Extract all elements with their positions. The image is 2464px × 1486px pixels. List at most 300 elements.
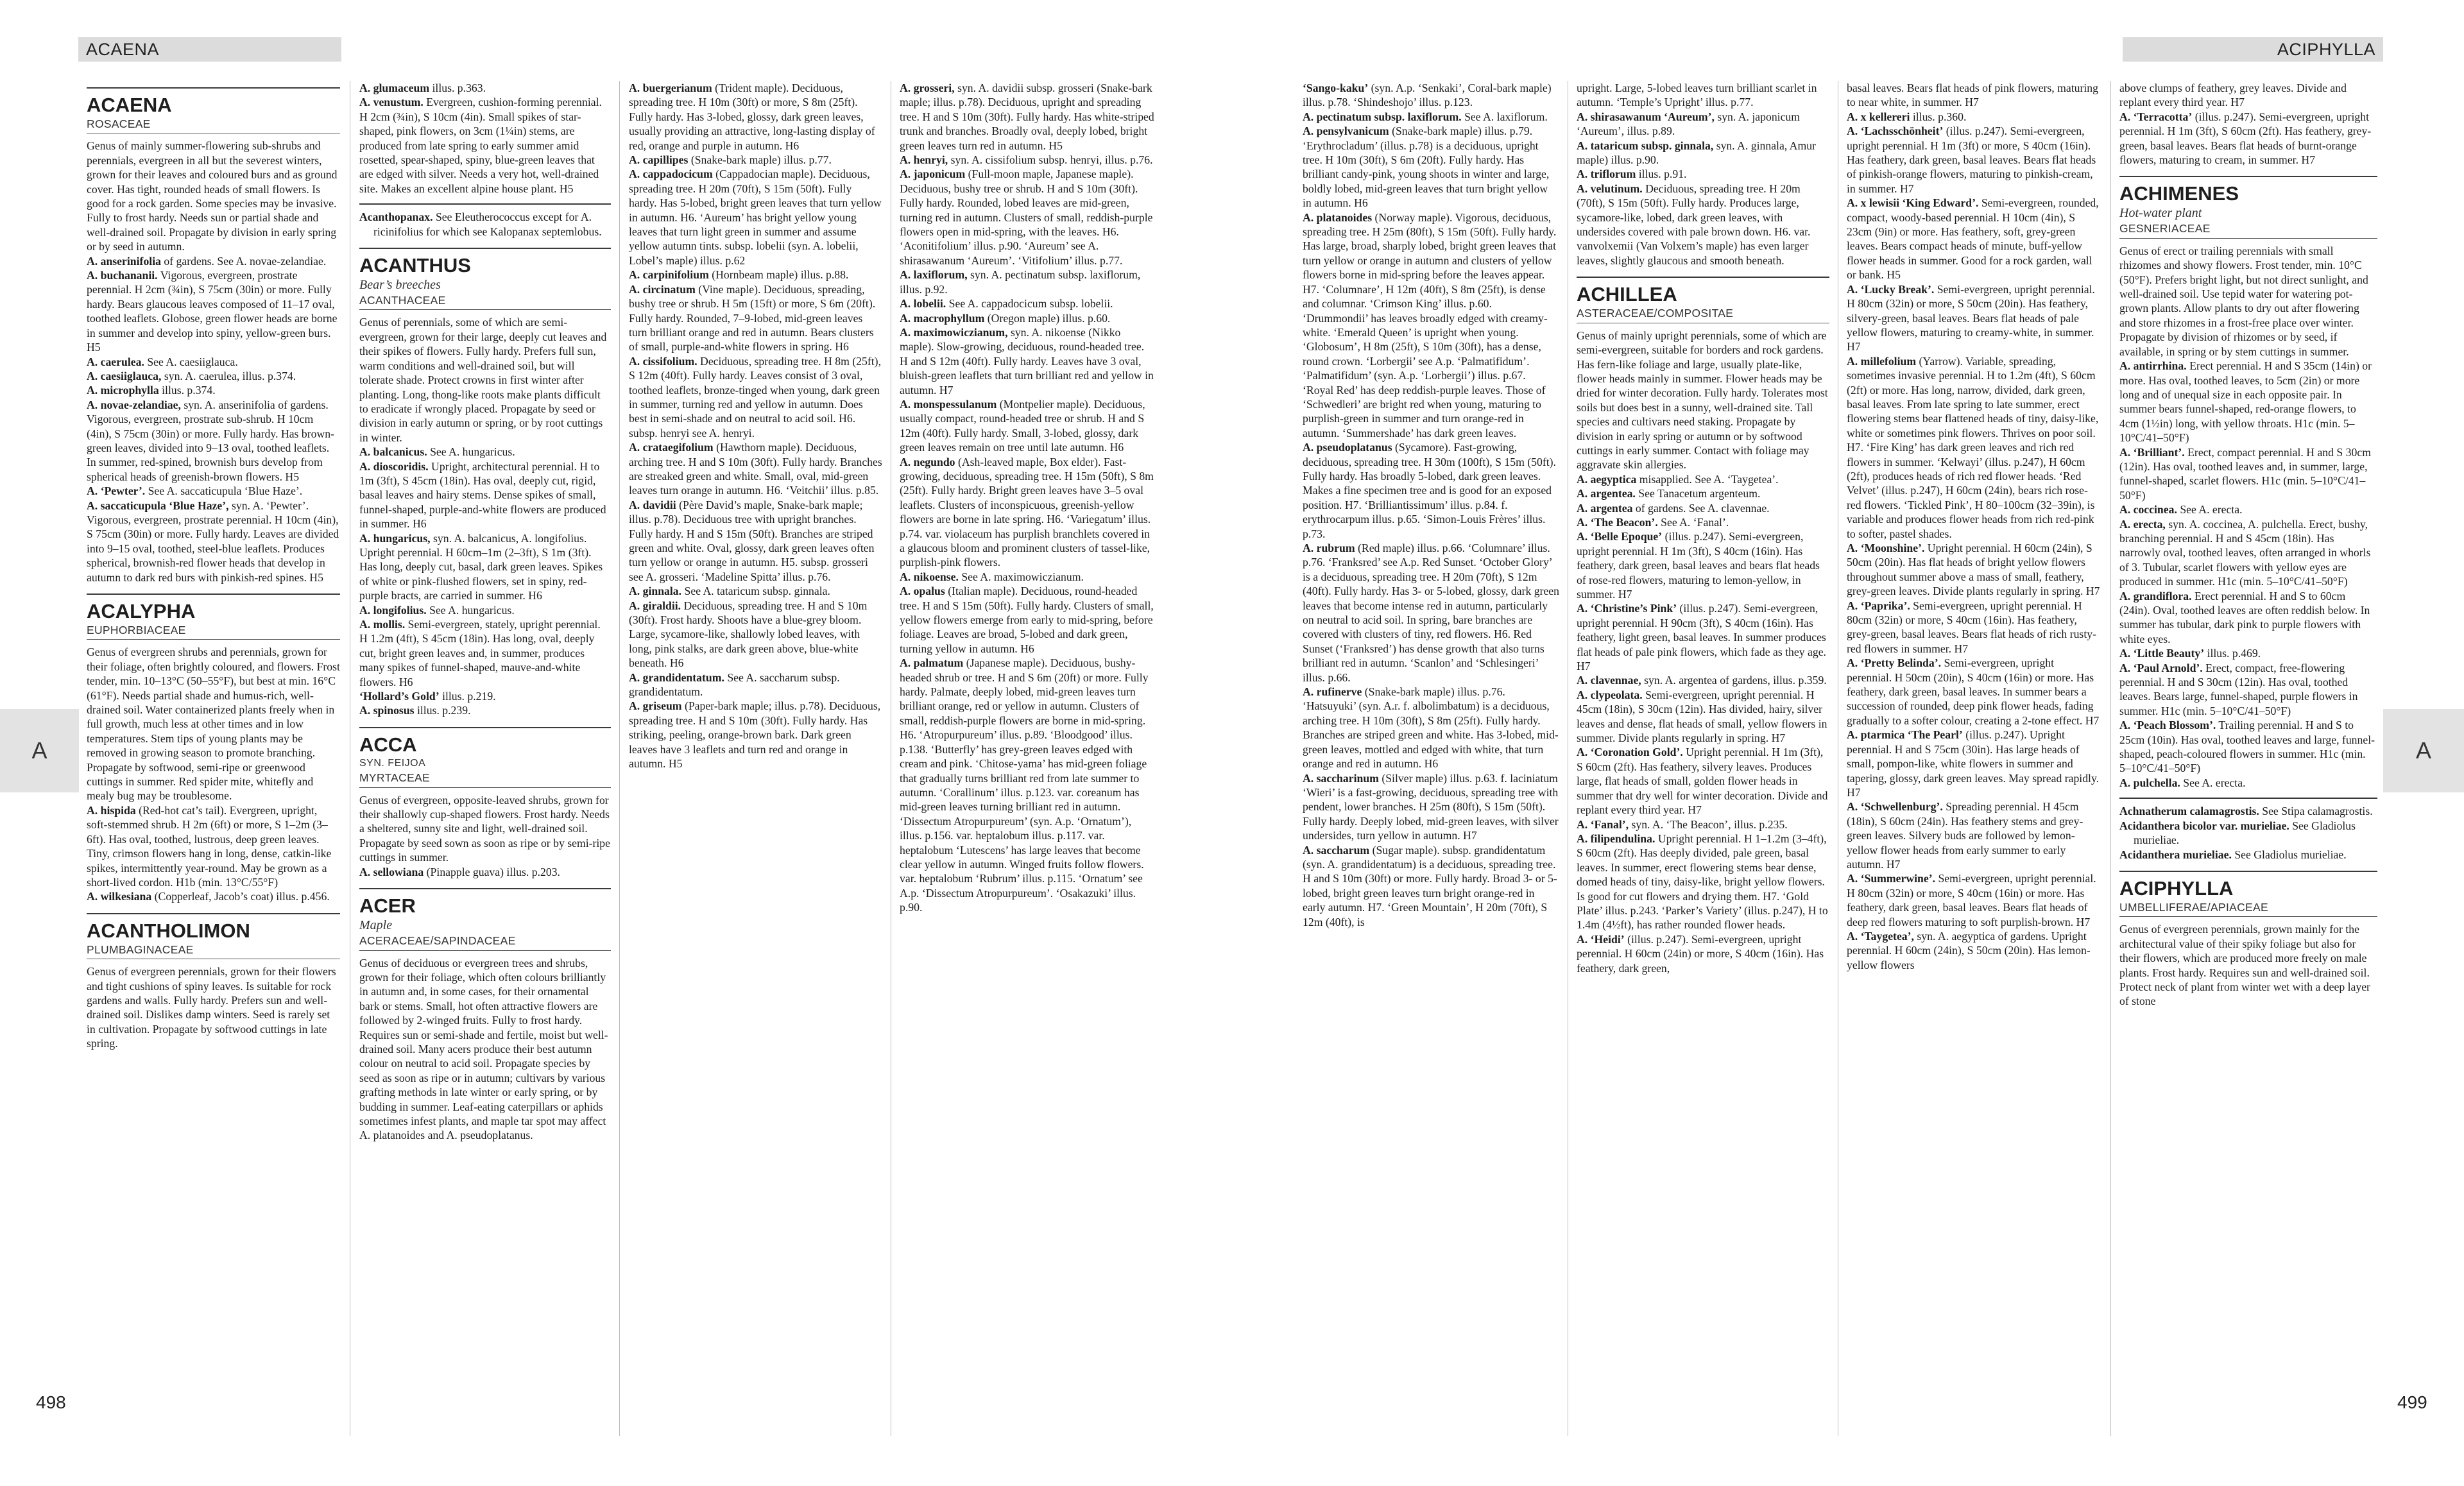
plant-name: A. carpinifolium: [629, 268, 709, 282]
plant-name: Achnatherum calamagrostis.: [2119, 805, 2259, 818]
plant-name: A. pulchella.: [2119, 776, 2180, 789]
plant-name: ‘Hollard’s Gold’: [359, 690, 440, 703]
plant-name: A. ‘Little Beauty’: [2119, 647, 2205, 660]
plant-entry: [1577, 932, 1829, 975]
plant-entry: [629, 282, 882, 354]
plant-description: (Copperleaf, Jacob’s coat) illus. p.456.: [151, 890, 330, 903]
plant-name: A. saccharinum: [1303, 771, 1379, 785]
cross-reference: [2119, 804, 2377, 862]
genus-intro: Genus of mainly upright perennials, some of which are semi-evergreen, suitable for borders and rock gardens. Has fern-like foliage and large, usually plate-like, flower heads mainly in summer. Flower heads may be dried for winter decoration. Fully hardy. Tolerates most soils but does best in a sunny, well-drained site. Tall species and cultivars need staking. Propagate by division in early spring or autumn or by softwood cuttings in early summer. Contact with foliage may aggravate skin allergies.: [1577, 329, 1828, 472]
entry-list: [87, 254, 340, 585]
plant-name: A. wilkesiana: [87, 890, 152, 903]
plant-name: A. capillipes: [629, 153, 689, 167]
plant-name: A. clavennae,: [1577, 674, 1641, 687]
entry-list: [1577, 81, 1829, 268]
column-rule: [2110, 81, 2111, 1436]
plant-name: A. saccaticupula ‘Blue Haze’,: [87, 499, 229, 512]
plant-description: illus. p.363.: [429, 81, 486, 94]
plant-description: (Sycamore). Fast-growing, deciduous, spreading tree. H 30m (100ft), S 15m (50ft). Fully hardy. Has broadly 5-lobed, dark green leaves. Makes a fine specimen tree and is good for an exposed position. H7. ‘Brilliantissimum’ illus. p.84. f. erythrocarpum illus. p.65. ‘Simon-Louis Frères’ illus. p.73.: [1303, 441, 1556, 540]
plant-name: A. x lewisii ‘King Edward’.: [1847, 196, 1979, 210]
plant-description: syn. A. pectinatum subsp. laxiflorum, illus. p.92.: [900, 268, 1141, 296]
plant-entry: [87, 254, 340, 268]
plant-name: A. antirrhina.: [2119, 359, 2187, 373]
text-column-6: [1577, 81, 1829, 1454]
entry-list: [359, 445, 611, 718]
entry-list: [2119, 81, 2377, 167]
text-column-4: [900, 81, 1155, 1454]
plant-description: See A. erecta.: [2177, 503, 2243, 517]
plant-name: A. coccinea.: [2119, 503, 2177, 517]
entry-list: [359, 865, 611, 879]
plant-entry: [1847, 81, 2101, 110]
plant-entry: [1847, 929, 2101, 972]
genus-acca: [359, 727, 611, 879]
plant-name: A. ‘Peach Blossom’.: [2119, 719, 2216, 732]
plant-entry: [1577, 472, 1829, 486]
plant-name: A. erecta,: [2119, 517, 2166, 531]
plant-description: (Hornbeam maple) illus. p.88.: [708, 268, 849, 282]
genus-intro: Genus of evergreen perennials, grown mainly for the architectural value of their spiky foliage but also for their flowers, which are produced more freely on male plants. Frost hardy. Requires sun and well-drained soil. Protect neck of plant from winter wet with a deep layer of stone: [2119, 923, 2370, 1008]
plant-name: A. saccharum: [1303, 843, 1370, 857]
plant-description: (Cappadocian maple). Deciduous, spreading tree. H 20m (70ft), S 15m (50ft). Fully hardy. Has 5-lobed, bright green leaves that turn yellow in autumn. H6. ‘Aureum’ has bright yellow young leaves that turn light green in summer and assume yellow autumn tints. subsp. lobelii (syn. A. lobelii, Lobel’s maple) illus. p.62: [629, 167, 882, 267]
plant-entry: [1577, 688, 1829, 746]
plant-description: syn. A. aegyptica of gardens. Upright perennial. H 60cm (24in), S 50cm (20in). Has lemon-yellow flowers: [1847, 929, 2091, 971]
entry-list: [629, 81, 882, 771]
plant-name: A. ‘Brilliant’.: [2119, 445, 2185, 459]
plant-name: A. ‘Pretty Belinda’.: [1847, 656, 1942, 670]
plant-description: Deciduous, spreading tree. H and S 10m (30ft). Frost hardy. Shoots have a blue-grey bloom. Large, sycamore-like, shallowly lobed leaves, with long, pink stalks, are dark green above, blue-white beneath. H6: [629, 599, 868, 670]
plant-entry: [1303, 843, 1559, 929]
plant-description: See Gladiolus murieliae.: [2231, 848, 2347, 861]
plant-entry: [1303, 81, 1559, 110]
plant-entry: [629, 167, 882, 268]
text-column-3: [629, 81, 882, 1454]
plant-name: A. negundo: [900, 455, 955, 468]
plant-description: syn. A. anserinifolia of gardens. Vigorous, evergreen, prostrate sub-shrub. H 10cm (4in), S 75cm (30in) or more. Fully hardy. Has brown-green leaves, divided into 9–13 oval, toothed leaflets. In summer, red-spined, brownish burs develop from spherical heads of greenish-brown flowers. H5: [87, 398, 334, 483]
plant-description: See A. saccaticupula ‘Blue Haze’.: [145, 484, 303, 498]
plant-name: A. millefolium: [1847, 354, 1917, 368]
plant-entry: [1577, 110, 1829, 139]
plant-description: Semi-evergreen, stately, upright perennial. H 1.2m (4ft), S 45cm (18in). Has long, oval, deeply cut, bright green leaves and, in summer, produces many spikes of funnel-shaped, mauve-and-white flowers. H6: [359, 618, 601, 688]
plant-description: Semi-evergreen, upright perennial. H 50cm (20in), S 40cm (16in) or more. Has feathery, dark green, basal leaves. In summer bears a succession of rounded, deep pink flower heads, fading gradually to a softer colour, creating a 2-tone effect. H7: [1847, 656, 2100, 727]
plant-entry: [629, 584, 882, 598]
plant-description: (Trident maple). Deciduous, spreading tree. H 10m (30ft) or more, S 8m (25ft). Fully hardy. Has 3-lobed, glossy, dark green leaves, usually providing an attractive, long-lasting display of red, orange and purple in autumn. H6: [629, 81, 875, 152]
column-rule: [619, 81, 620, 1436]
entry-list: [1577, 472, 1829, 975]
genus-acantholimon: [87, 913, 340, 1051]
plant-entry: [1847, 871, 2101, 929]
plant-entry: [900, 570, 1155, 584]
plant-name: A. platanoides: [1303, 210, 1373, 224]
plant-entry: [2119, 646, 2377, 660]
plant-description: Semi-evergreen, upright perennial. H 80cm (32in) or more, S 40cm (16in). Has feathery, grey-green, basal leaves. Bears flat heads of rich rusty-red flowers in summer. H7: [1847, 599, 2096, 655]
plant-name: A. triflorum: [1577, 167, 1636, 181]
plant-name: A. ‘Paul Arnold’.: [2119, 661, 2203, 674]
genus-heading: ACHILLEA: [1577, 277, 1829, 306]
plant-entry: [359, 459, 611, 531]
plant-description: See A. maximowiczianum.: [958, 570, 1084, 583]
plant-name: A. laxiflorum,: [900, 268, 968, 282]
plant-description: Erect, compact, free-flowering perennial. H and S 30cm (12in). Has oval, toothed leaves. Bears large, funnel-shaped, purple flowers in summer. H1c (min. 5–10°C/41–50°F): [2119, 661, 2358, 717]
plant-entry: [2119, 819, 2377, 848]
plant-entry: [2119, 776, 2377, 790]
plant-entry: [359, 703, 611, 717]
plant-entry: [1577, 182, 1829, 268]
plant-name: A. maximowiczianum,: [900, 325, 1008, 339]
plant-entry: [1847, 656, 2101, 728]
plant-description: Erect perennial. H and S to 60cm (24in). Oval, toothed leaves are often reddish below. In summer has tubular, dark pink to purple flowers with white eyes.: [2119, 589, 2370, 645]
text-column-2: [359, 81, 611, 1454]
plant-description: (Montpelier maple). Deciduous, usually compact, round-headed tree or shrub. H and S 12m (40ft). Fully hardy. Small, 3-lobed, glossy, dark green leaves remain on tree until late autumn. H6: [900, 397, 1145, 454]
plant-description: illus. p.360.: [1910, 110, 1967, 123]
plant-entry: [1847, 541, 2101, 599]
family-name: ACANTHACEAE: [359, 293, 611, 310]
plant-name: Acidanthera bicolor var. murieliae.: [2119, 819, 2289, 832]
plant-name: A. ‘Moonshine’.: [1847, 542, 1925, 554]
plant-description: Evergreen, cushion-forming perennial. H 2cm (¾in), S 10cm (4in). Small spikes of star-shaped, pink flowers, on 3cm (1¼in) stems, are produced from late spring to early summer amid rosetted, spear-shaped, spiny, blue-green leaves that are edged with silver. Needs a very hot, well-drained site. Makes an excellent alpine house plant. H5: [359, 96, 602, 195]
genus-intro: Genus of erect or trailing perennials with small rhizomes and showy flowers. Frost tender, min. 10°C (50°F). Prefers bright light, but not direct sunlight, and well-drained soil. Use tepid water for watering pot-grown plants. Allow plants to dry out after flowering and store rhizomes in a frost-free place over winter. Propagate by division of rhizomes or by seed, if available, in spring or by stem cuttings in summer.: [2119, 244, 2368, 358]
genus-heading: ACALYPHA: [87, 594, 340, 623]
plant-description: (Norway maple). Vigorous, deciduous, spreading tree. H 25m (80ft), S 15m (50ft). Fully hardy. Has large, broad, sharply lobed, bright green leaves that turn yellow or orange in autumn and clusters of yellow flowers borne in mid-spring before the leaves appear. H7. ‘Columnare’, H 12m (40ft), S 8m (25ft), is dense and columnar. ‘Crimson King’ illus. p.60. ‘Drummondii’ has leaves broadly edged with creamy-white. ‘Emerald Queen’ is upright when young. ‘Globosum’, H 8m (25ft), S 10m (30ft), has a dense, round crown. ‘Lorbergii’ see A.p. ‘Palmatifidum’. ‘Palmatifidum’ (syn. A.p. ‘Lorbergii’) illus. p.67. ‘Royal Red’ has deep reddish-purple leaves. Those of ‘Schwedleri’ are bright red when young, maturing to purplish-green in summer and turn orange-red in autumn. ‘Summershade’ has dark green leaves.: [1303, 210, 1557, 440]
plant-description: Semi-evergreen, upright perennial. H 45cm (18in), S 30cm (12in). Has divided, hairy, silver leaves and dense, flat heads of small, yellow flowers in summer. Divide plants regularly in spring. H7: [1577, 688, 1827, 745]
plant-name: A. ‘Pewter’.: [87, 484, 146, 498]
plant-entry: [629, 440, 882, 498]
plant-entry: [1577, 167, 1829, 181]
plant-description: illus. p.469.: [2204, 647, 2261, 660]
plant-entry: [359, 531, 611, 603]
plant-name: A. nikoense.: [900, 570, 959, 583]
entry-list: [2119, 359, 2377, 790]
plant-description: (Sugar maple). subsp. grandidentatum (syn. A. grandidentatum) is a deciduous, spreading tree. H and S 10m (30ft) or more. Fully hardy. Broad 3- or 5-lobed, bright green leaves turn bright orange-red in early autumn. H7. ‘Green Mountain’, H 20m (70ft), S 12m (40ft), is: [1303, 843, 1557, 928]
plant-name: A. ‘Schwellenburg’.: [1847, 800, 1943, 814]
plant-name: A. anserinifolia: [87, 254, 161, 268]
plant-description: See Gladiolus murieliae.: [2134, 819, 2356, 847]
plant-description: Deciduous, spreading tree. H 20m (70ft), S 15m (50ft). Fully hardy. Produces large, sycamore-like, lobed, dark green leaves, with undersides covered with pale brown down. H6. var. vanvolxemii (Van Volxem’s maple) has even larger leaves, slightly glaucous and smooth beneath.: [1577, 182, 1811, 267]
plant-entry: [1303, 110, 1559, 124]
plant-entry: [900, 81, 1155, 153]
plant-description: Erect perennial. H and S 35cm (14in) or more. Has oval, toothed leaves, to 5cm (2in) or more long and of unequal size in each opposite pair. In summer bears funnel-shaped, red-orange flowers, to 4cm (1½in) long, with yellow throats. H1c (min. 5–10°C/41–50°F): [2119, 359, 2372, 445]
plant-name: A. ‘Coronation Gold’.: [1577, 746, 1683, 759]
running-head-left: ACAENA: [78, 37, 341, 62]
plant-name: A. grandidentatum.: [629, 670, 724, 684]
running-head-right: ACIPHYLLA: [2123, 37, 2383, 62]
plant-name: A. buergerianum: [629, 81, 712, 94]
plant-description: above clumps of feathery, grey leaves. Divide and replant every third year. H7: [2119, 81, 2347, 109]
entry-list: [900, 81, 1155, 915]
plant-description: Semi-evergreen, upright perennial. H 80cm (32in) or more, S 50cm (20in). Has feathery, silvery-green, basal leaves. Bears flat heads of pale yellow flowers, maturing to creamy-white, in summer. H7: [1847, 282, 2095, 354]
plant-description: Semi-evergreen, rounded, compact, woody-based perennial. H 10cm (4in), S 23cm (9in) or more. Has feathery, soft, grey-green leaves. Bears compact heads of minute, buff-yellow flower heads in summer. Good for a rock garden, wall or bank. H5: [1847, 196, 2099, 282]
plant-description: (Snake-bark maple) illus. p.77.: [688, 153, 832, 167]
plant-name: A. ‘Christine’s Pink’: [1577, 602, 1677, 615]
plant-entry: [2119, 718, 2377, 776]
genus-intro: Genus of evergreen shrubs and perennials, grown for their foliage, often brightly coloured, and flowers. Frost tender, min. 10–13°C (50–55°F), but best at min. 16°C (61°F). Needs partial shade and humus-rich, well-drained soil. Water containerized plants freely when in full growth, much less at other times and in low temperatures. Stem tips of young plants may be removed in growing season to promote branching. Propagate by softwood, semi-ripe or greenwood cuttings in summer. Red spider mite, whitefly and mealy bug may be troublesome.: [87, 645, 340, 803]
family-name: ROSACEAE: [87, 117, 340, 133]
page-number-right: 499: [2397, 1392, 2427, 1412]
plant-description: Deciduous, spreading tree. H 8m (25ft), S 12m (40ft). Fully hardy. Leaves consist of 3 oval, toothed leaflets, bronze-tinged when young, dark green in summer, turning red and yellow in autumn. Does best in semi-shade and on neutral to acid soil. H6. subsp. henryi see A. henryi.: [629, 354, 881, 440]
plant-description: (illus. p.247). Upright perennial. H and S 75cm (30in). Has large heads of small, pompon-like, white flowers in summer and tapering, glossy, dark green leaves. May spread rapidly. H7: [1847, 728, 2100, 799]
plant-name: ‘Sango-kaku’: [1303, 81, 1369, 94]
plant-entry: [629, 81, 882, 153]
plant-description: (Paper-bark maple; illus. p.78). Deciduous, spreading tree. H and S 10m (30ft). Fully hardy. Has striking, peeling, orange-brown bark. Dark green leaves have 3 leaflets and turn red and orange in autumn. H5: [629, 699, 881, 771]
plant-description: See A. erecta.: [2180, 776, 2246, 789]
genus-heading: ACAENA: [87, 87, 340, 117]
plant-description: See A. hungaricus.: [426, 603, 515, 617]
plant-description: Vigorous, evergreen, prostrate perennial. H 2cm (¾in), S 75cm (30in) or more. Fully hardy. Bears glaucous leaves composed of 11–17 oval, toothed leaflets. Globose, green flower heads are borne in summer and develop into spiny, yellow-green burs. H5: [87, 269, 338, 354]
plant-entry: [1577, 529, 1829, 601]
plant-name: A. opalus: [900, 585, 945, 598]
plant-description: syn. A. caerulea, illus. p.374.: [161, 369, 296, 382]
plant-description: illus. p.374.: [158, 384, 216, 397]
plant-description: (Full-moon maple, Japanese maple). Deciduous, bushy tree or shrub. H and S 10m (30ft). Fully hardy. Rounded, lobed leaves are mid-green, turning red in autumn. Clusters of small, reddish-purple flowers open in mid-spring, with the leaves. H6. ‘Aconitifolium’ illus. p.90. ‘Aureum’ see A. shirasawanum ‘Aureum’. ‘Vitifolium’ illus. p.77.: [900, 167, 1153, 267]
plant-name: A. ‘Lachsschönheit’: [1847, 124, 1944, 138]
plant-name: A. grosseri,: [900, 81, 955, 94]
plant-description: (Père David’s maple, Snake-bark maple; illus. p.78). Deciduous tree with upright branches. Fully hardy. H and S 15m (50ft). Branches are striped green and white. Oval, glossy, dark green leaves often turn yellow or orange in autumn. H5. subsp. grosseri see A. grosseri. ‘Madeline Spitta’ illus. p.76.: [629, 498, 875, 583]
plant-entry: [359, 445, 611, 459]
plant-description: Upright perennial. H 1m (3ft), S 60cm (2ft). Has feathery, silvery leaves. Produces large, flat heads of small, golden flower heads in summer that dry well for winter decoration. Divide and replant every third year. H7: [1577, 746, 1828, 817]
plant-entry: [2119, 81, 2377, 110]
plant-entry: [900, 167, 1155, 268]
plant-name: A. ‘The Beacon’.: [1577, 515, 1658, 529]
genus-heading: ACANTHUS: [359, 248, 611, 277]
plant-description: illus. p.91.: [1636, 167, 1687, 181]
common-name: Bear’s breeches: [359, 278, 441, 293]
plant-entry: [629, 599, 882, 670]
plant-name: A. x kellereri: [1847, 110, 1910, 123]
plant-name: A. caerulea.: [87, 355, 144, 368]
cross-reference: [359, 210, 611, 239]
genus-intro: Genus of deciduous or evergreen trees and shrubs, grown for their foliage, which often colours brilliantly in autumn and, in some cases, for their ornamental bark or stems. Small, hot often attractive flowers are followed by 2-winged fruits. Fully to frost hardy. Requires sun or semi-shade and fertile, moist but well-drained soil. Many acers produce their best autumn colour on neutral to acid soil. Propagate species by seed as soon as ripe or in autumn; cultivars by various grafting methods in late winter or early spring, or by budding in summer. Leaf-eating caterpillars or aphids sometimes infest plants, and maple tar spot may affect A. platanoides and A. pseudoplatanus.: [359, 956, 608, 1142]
plant-description: (Snake-bark maple) illus. p.79. ‘Erythrocladum’ (illus. p.78) is a deciduous, upright tree. H 10m (30ft), S 6m (20ft). Fully hardy. Has brilliant candy-pink, young shoots in winter and large, boldly lobed, mid-green leaves that turn bright yellow in autumn. H6: [1303, 124, 1550, 210]
plant-entry: [1577, 139, 1829, 167]
plant-description: basal leaves. Bears flat heads of pink flowers, maturing to near white, in summer. H7: [1847, 81, 2098, 109]
plant-name: A. hungaricus,: [359, 531, 431, 545]
plant-entry: [87, 803, 340, 889]
plant-name: A. ‘Paprika’.: [1847, 599, 1910, 612]
plant-entry: [900, 397, 1155, 455]
plant-description: See A. tataricum subsp. ginnala.: [681, 585, 830, 598]
thumb-tab-left: A: [0, 709, 79, 792]
plant-name: A. filipendulina.: [1577, 832, 1656, 845]
plant-name: A. argentea.: [1577, 487, 1636, 500]
plant-entry: [1577, 515, 1829, 529]
plant-description: syn. A. ginnala, Amur maple) illus. p.90.: [1577, 139, 1816, 167]
plant-description: upright. Large, 5-lobed leaves turn brilliant scarlet in autumn. ‘Temple’s Upright’ illus. p.77.: [1577, 81, 1817, 109]
plant-entry: [1847, 196, 2101, 282]
plant-description: (Red maple) illus. p.66. ‘Columnare’ illus. p.76. ‘Franksred’ see A.p. Red Sunset. ‘October Glory’ is a deciduous, spreading tree. H 20m (70ft), S 12m (40ft). Fully hardy. Has 3- or 5-lobed, glossy, dark green leaves that become intense red in autumn, particularly on neutral to acid soil. In spring, bare branches are covered with clusters of tiny, red flowers. H6. Red Sunset (‘Franksred’) has dense growth that also turns brilliant red in autumn. ‘Scanlon’ and ‘Schlesingeri’ illus. p.66.: [1303, 542, 1559, 684]
plant-description: of gardens. See A. novae-zelandiae.: [160, 254, 327, 268]
plant-name: A. glumaceum: [359, 81, 430, 94]
thumb-tab-right: A: [2383, 709, 2464, 792]
plant-name: A. ‘Summerwine’.: [1847, 872, 1936, 885]
plant-description: Upright, architectural perennial. H to 1m (3ft), S 45cm (18in). Has oval, deeply cut, rigid, basal leaves and hairy stems. Dense spikes of small, funnel-shaped, purple-and-white flowers are produced in summer. H6: [359, 459, 606, 531]
plant-entry: [87, 889, 340, 903]
plant-description: Trailing perennial. H and S to 25cm (10in). Has oval, toothed leaves and large, funnel-shaped, peach-coloured flowers in summer. H1c (min. 5–10°C/41–50°F): [2119, 719, 2375, 775]
text-column-7: [1847, 81, 2101, 1454]
plant-name: A. argentea: [1577, 501, 1633, 515]
text-column-8: [2119, 81, 2377, 1454]
genus-heading: ACCA: [359, 727, 611, 756]
plant-name: A. ‘Belle Epoque’: [1577, 530, 1663, 543]
plant-description: syn. A. japonicum ‘Aureum’, illus. p.89.: [1577, 110, 1801, 138]
plant-entry: [900, 311, 1155, 325]
genus-acalypha: [87, 594, 340, 904]
plant-name: A. ptarmica ‘The Pearl’: [1847, 728, 1963, 742]
plant-description: (illus. p.247). Semi-evergreen, upright perennial. H 90cm (3ft), S 40cm (16in). Has feathery, light green, basal leaves. In summer produces flat heads of pale pink flowers, which fade as they age. H7: [1577, 602, 1826, 673]
plant-entry: [87, 355, 340, 369]
plant-entry: [1303, 124, 1559, 210]
plant-entry: [1847, 282, 2101, 354]
plant-description: (Red-hot cat’s tail). Evergreen, upright, soft-stemmed shrub. H 2m (6ft) or more, S 1–2m (3–6ft). Has oval, toothed, lustrous, deep green leaves. Tiny, crimson flowers hang in long, dense, catkin-like spikes, intermittently year-round. May be grown as a short-lived cordon. H1b (min. 13°C/55°F): [87, 803, 332, 889]
plant-entry: [2119, 848, 2377, 862]
plant-name: A. griseum: [629, 699, 682, 713]
plant-entry: [1847, 124, 2101, 196]
plant-name: A. ‘Lucky Break’.: [1847, 282, 1935, 296]
plant-description: (Ash-leaved maple, Box elder). Fast-growing, deciduous, spreading tree. H 15m (50ft), S 8m (25ft). Fully hardy. Bright green leaves have 3–5 oval leaflets. Clusters of inconspicuous, greenish-yellow flowers are borne in late spring. H6. ‘Variegatum’ illus. p.74. var. violaceum has purplish branchlets covered in a glaucous bloom and prominent clusters of tassel-like, purplish-pink flowers.: [900, 455, 1154, 569]
genus-acanthus: [359, 248, 611, 718]
plant-name: A. circinatum: [629, 282, 696, 296]
plant-entry: [87, 499, 340, 585]
plant-entry: [359, 617, 611, 689]
plant-name: A. microphylla: [87, 384, 159, 397]
plant-name: A. venustum.: [359, 96, 424, 109]
plant-name: A. pectinatum subsp. laxiflorum.: [1303, 110, 1462, 123]
plant-name: A. palmatum: [900, 656, 964, 670]
plant-name: A. mollis.: [359, 618, 406, 631]
plant-description: Upright perennial. H 1–1.2m (3–4ft), S 60cm (2ft). Has deeply divided, pale green, basal leaves. In summer, erect flowering stems bear dense, domed heads of tiny, daisy-like, bright yellow flowers. Is good for cut flowers and drying them. H7. ‘Gold Plate’ illus. p.243. ‘Parker’s Variety’ (illus. p.247), H to 1.4m (4½ft), has rather rounded flower heads.: [1577, 832, 1828, 932]
plant-name: A. buchananii.: [87, 269, 158, 282]
plant-description: syn. A. coccinea, A. pulchella. Erect, bushy, branching perennial. H and S 45cm (18in). Has narrowly oval, toothed leaves, often arranged in whorls of 3. Tubular, scarlet flowers with yellow eyes are produced in summer. H1c (min. 5–10°C/41–50°F): [2119, 517, 2371, 588]
plant-name: A. crataegifolium: [629, 441, 714, 454]
plant-name: A. dioscoridis.: [359, 459, 429, 473]
plant-name: A. rubrum: [1303, 542, 1355, 554]
genus-heading: ACANTHOLIMON: [87, 913, 340, 943]
plant-description: (illus. p.247). Semi-evergreen, upright perennial. H 1m (3ft), S 60cm (2ft). Has feathery, grey-green, basal leaves. Bears flat heads of burnt-orange flowers, maturing to cream, in summer. H7: [2119, 110, 2372, 167]
plant-entry: [1577, 81, 1829, 110]
plant-description: (Oregon maple) illus. p.60.: [984, 311, 1111, 325]
plant-name: Acanthopanax.: [359, 210, 433, 224]
plant-entry: [87, 484, 340, 498]
plant-name: A. ‘Taygetea’,: [1847, 929, 1914, 943]
plant-entry: [2119, 445, 2377, 503]
plant-entry: [2119, 502, 2377, 517]
plant-entry: [1577, 745, 1829, 817]
plant-name: A. hispida: [87, 803, 136, 817]
plant-entry: [1303, 440, 1559, 541]
plant-entry: [900, 455, 1155, 570]
plant-entry: [1847, 799, 2101, 871]
genus-intro: Genus of perennials, some of which are semi-evergreen, grown for their large, deeply cut leaves and their spikes of flowers. Fully hardy. Prefers full sun, warm conditions and well-drained soil, but will tolerate shade. Protect crowns in first winter after planting. Long, thong-like roots make plants difficult to eradicate if wrongly placed. Propagate by seed or division in early autumn or spring, or by root cuttings in winter.: [359, 316, 607, 444]
plant-description: syn. A. davidii subsp. grosseri (Snake-bark maple; illus. p.78). Deciduous, upright and spreading tree. H and S 10m (30ft). Fully hardy. Has white-striped trunk and branches. Broadly oval, deeply lobed, bright green leaves turn red in autumn. H5: [900, 81, 1154, 152]
common-name: Maple: [359, 918, 393, 933]
plant-entry: [629, 354, 882, 440]
genus-acer: [359, 888, 611, 1143]
plant-description: (Pinapple guava) illus. p.203.: [424, 865, 560, 878]
plant-entry: [1847, 354, 2101, 541]
family-name: ASTERACEAE/COMPOSITAE: [1577, 306, 1829, 323]
plant-entry: [1847, 599, 2101, 656]
plant-description: (Italian maple). Deciduous, round-headed tree. H and S 15m (50ft). Fully hardy. Clusters of small, yellow flowers emerge from early to mid-spring, before foliage. Leaves are broad, 5-lobed and dark green, turning yellow in autumn. H6: [900, 585, 1154, 655]
plant-entry: [629, 268, 882, 282]
plant-description: See A. saccharum subsp. grandidentatum.: [629, 670, 840, 699]
plant-entry: [359, 865, 611, 879]
family-name: MYRTACEAE: [359, 771, 611, 787]
plant-entry: [900, 153, 1155, 167]
entry-list: [1303, 81, 1559, 929]
synonym: SYN. FEIJOA: [359, 757, 426, 769]
plant-description: Erect, compact perennial. H and S 30cm (12in). Has oval, toothed leaves and, in summer, large, funnel-shaped, scarlet flowers. H1c (min. 5–10°C/41–50°F): [2119, 445, 2371, 502]
plant-entry: [1303, 771, 1559, 843]
plant-entry: [629, 153, 882, 167]
plant-name: A. velutinum.: [1577, 182, 1643, 195]
family-name: EUPHORBIACEAE: [87, 623, 340, 640]
plant-name: A. ‘Fanal’,: [1577, 817, 1629, 831]
genus-heading: ACIPHYLLA: [2119, 871, 2377, 900]
plant-description: illus. p.239.: [414, 704, 471, 717]
plant-entry: [2119, 359, 2377, 445]
plant-entry: [359, 603, 611, 617]
family-name: UMBELLIFERAE/APIACEAE: [2119, 900, 2377, 917]
genus-heading: ACHIMENES: [2119, 176, 2377, 205]
plant-description: syn. A. balcanicus, A. longifolius. Upright perennial. H 60cm–1m (2–3ft), S 1m (3ft). Has long, deeply cut, basal, dark green leaves. Spikes of white or pink-flushed flowers, set in spiny, red-purple bracts, are carried in summer. H6: [359, 531, 603, 602]
plant-entry: [900, 584, 1155, 656]
plant-description: (illus. p.247). Semi-evergreen, upright perennial. H 1m (3ft) or more, S 40cm (16in). Has feathery, dark green, basal leaves. Bears flat heads of pinkish-orange flowers, maturing to pinkish-cream, in summer. H7: [1847, 124, 2096, 195]
entry-list: [359, 81, 611, 196]
plant-entry: [1847, 110, 2101, 124]
genus-achimenes: [2119, 176, 2377, 790]
genus-achillea: [1577, 277, 1829, 975]
text-column-1: [87, 81, 340, 1454]
plant-name: A. ‘Heidi’: [1577, 932, 1625, 946]
plant-entry: [87, 383, 340, 397]
plant-entry: [359, 95, 611, 196]
plant-entry: [87, 268, 340, 354]
plant-name: A. cissifolium.: [629, 354, 697, 368]
entry-list: [87, 803, 340, 904]
plant-entry: [629, 670, 882, 699]
plant-entry: [900, 656, 1155, 914]
plant-entry: [87, 398, 340, 484]
plant-entry: [359, 210, 611, 239]
plant-name: A. henryi,: [900, 153, 948, 167]
plant-description: (Hawthorn maple). Deciduous, arching tree. H and S 10m (30ft). Fully hardy. Branches are streaked green and white. Small, oval, mid-green leaves turn orange in autumn. H6. ‘Veitchii’ illus. p.85.: [629, 441, 882, 497]
plant-name: A. novae-zelandiae,: [87, 398, 181, 411]
text-column-5: [1303, 81, 1559, 1454]
plant-description: See Stipa calamagrostis.: [2259, 805, 2373, 818]
genus-aciphylla: [2119, 871, 2377, 1009]
plant-description: syn. A. argentea of gardens, illus. p.359.: [1641, 674, 1827, 687]
plant-entry: [629, 498, 882, 584]
plant-description: syn. A. ‘The Beacon’, illus. p.235.: [1629, 817, 1788, 831]
plant-description: Semi-evergreen, upright perennial. H 80cm (32in) or more, S 40cm (16in) or more. Has feathery, dark green, basal leaves. Bears flat heads of deep red flowers maturing to soft purplish-brown. H7: [1847, 872, 2096, 928]
plant-entry: [900, 268, 1155, 296]
genus-intro: Genus of mainly summer-flowering sub-shrubs and perennials, evergreen in all but the severest winters, grown for their leaves and coloured burs and as ground cover. Has tight, rounded heads of small flowers. Is good for a rock garden. Some species may be invasive. Fully to frost hardy. Needs sun or partial shade and well-drained soil. Propagate by division in early spring or by seed in autumn.: [87, 139, 338, 253]
plant-name: A. clypeolata.: [1577, 688, 1643, 701]
plant-description: misapplied. See A. ‘Taygetea’.: [1636, 472, 1779, 486]
genus-acaena: [87, 87, 340, 585]
family-name: GESNERIACEAE: [2119, 221, 2377, 238]
plant-description: Upright perennial. H 60cm (24in), S 50cm (20in). Has flat heads of bright yellow flowers throughout summer above a mass of small, feathery, grey-green leaves. Divide plants regularly in spring. H7: [1847, 542, 2100, 598]
plant-description: illus. p.219.: [439, 690, 496, 703]
plant-entry: [2119, 110, 2377, 167]
plant-entry: [2119, 517, 2377, 589]
cross-reference-block: [359, 203, 611, 239]
plant-description: Spreading perennial. H 45cm (18in), S 60cm (24in). Has feathery stems and grey-green leaves. Silvery buds are followed by lemon-yellow flower heads from early summer to early autumn. H7: [1847, 800, 2083, 871]
plant-name: A. grandiflora.: [2119, 589, 2192, 602]
plant-name: A. giraldii.: [629, 599, 681, 612]
plant-description: (syn. A.p. ‘Senkaki’, Coral-bark maple) illus. p.78. ‘Shindeshojo’ illus. p.123.: [1303, 81, 1552, 109]
plant-name: A. caesiiglauca,: [87, 369, 162, 382]
plant-name: A. cappadocicum: [629, 167, 713, 181]
